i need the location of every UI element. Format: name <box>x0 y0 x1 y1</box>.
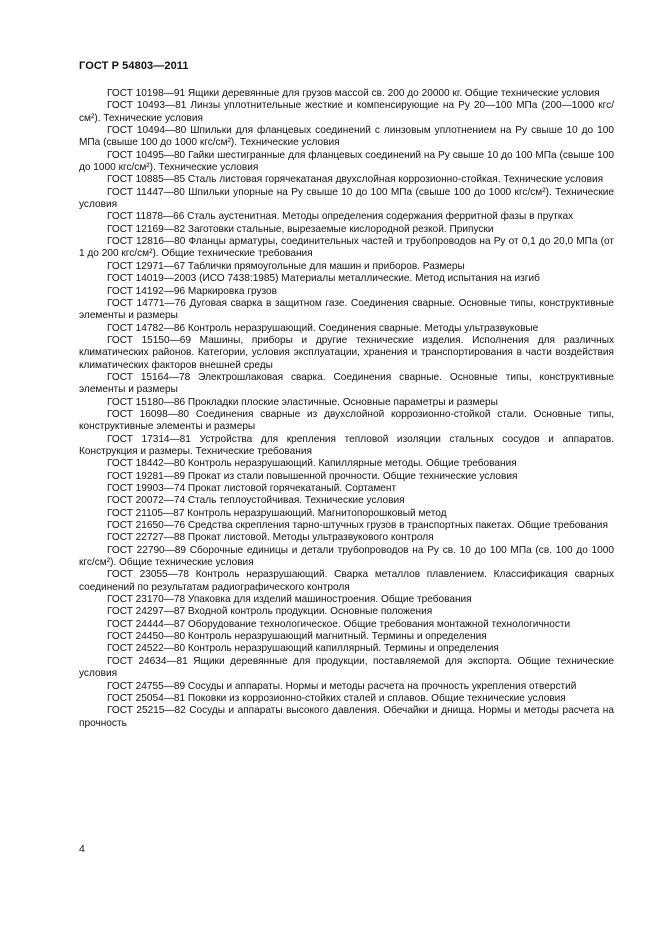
reference-entry: ГОСТ 17314—81 Устройства для крепления тепловой изоляции стальных сосудов и аппаратов. Конструкция и размеры. Технические требования <box>79 433 614 457</box>
reference-entry: ГОСТ 24444—87 Оборудование технологическое. Общие требования монтажной технологичности <box>107 618 571 630</box>
reference-entry: ГОСТ 19281—89 Прокат из стали повышенной прочности. Общие технические условия <box>107 470 518 482</box>
page-header-standard-code: ГОСТ Р 54803—2011 <box>79 60 189 72</box>
reference-entry: ГОСТ 24297—87 Входной контроль продукции. Основные положения <box>107 606 433 618</box>
reference-entry: ГОСТ 19903—74 Прокат листовой горячекатаный. Сортамент <box>107 483 397 494</box>
reference-entry: ГОСТ 15150—69 Машины, приборы и другие технические изделия. Исполнения для различных климатических районов. Категории, условия эксплуатации, хранения и транспортирования в части воздействия климатических факторов внешней среды <box>79 334 614 371</box>
reference-entry: ГОСТ 22790—89 Сборочные единицы и детали трубопроводов на Pу св. 10 до 100 МПа (св. 100 до 1000 кгс/см²). Общие технические условия <box>79 544 614 569</box>
reference-entry: ГОСТ 24634—81 Ящики деревянные для продукции, поставляемой для экспорта. Общие технические условия <box>79 655 614 680</box>
reference-entry: ГОСТ 21650—76 Средства скрепления тарно-штучных грузов в транспортных пакетах. Общие требования <box>107 520 608 532</box>
reference-entry: ГОСТ 14782—86 Контроль неразрушающий. Соединения сварные. Методы ультразвуковые <box>107 322 539 334</box>
reference-entry: ГОСТ 10198—91 Ящики деревянные для грузов массой св. 200 до 20000 кг. Общие технические условия <box>107 88 600 99</box>
reference-entry: ГОСТ 25054—81 Поковки из коррозионно-стойких сталей и сплавов. Общие технические условия <box>107 692 566 704</box>
reference-entry: ГОСТ 21105—87 Контроль неразрушающий. Магнитопорошковый метод <box>107 507 447 519</box>
reference-entry: ГОСТ 12971—67 Таблички прямоугольные для машин и приборов. Размеры <box>107 260 465 272</box>
reference-entry: ГОСТ 15164—78 Электрошлаковая сварка. Соединения сварные. Основные типы, конструктивные элементы и размеры <box>79 371 614 396</box>
reference-entry: ГОСТ 12169—82 Заготовки стальные, вырезаемые кислородной резкой. Припуски <box>107 223 494 235</box>
reference-entry: ГОСТ 24522—80 Контроль неразрушающий капиллярный. Термины и определения <box>107 643 499 655</box>
reference-entry: ГОСТ 10493—81 Линзы уплотнительные жесткие и компенсирующие на Pу 20—100 МПа (200—1000 кгс/см²). Технические условия <box>79 100 614 124</box>
page-number: 4 <box>79 843 85 855</box>
reference-entry: ГОСТ 23170—78 Упаковка для изделий машиностроения. Общие требования <box>107 594 472 606</box>
reference-entry: ГОСТ 24755—89 Сосуды и аппараты. Нормы и методы расчета на прочность укрепления отверстий <box>107 680 577 692</box>
reference-entry: ГОСТ 10495—80 Гайки шестигранные для фланцевых соединений на Pу свыше 10 до 100 МПа (свыше 100 до 1000 кгс/см²). Технические условия <box>79 149 614 174</box>
reference-entry: ГОСТ 24450—80 Контроль неразрушающий магнитный. Термины и определения <box>107 631 487 643</box>
reference-entry: ГОСТ 14192—96 Маркировка грузов <box>107 285 278 297</box>
normative-references-list <box>79 88 614 730</box>
reference-entry: ГОСТ 11878—66 Сталь аустенитная. Методы определения содержания ферритной фазы в прутках <box>107 211 574 223</box>
reference-entry: ГОСТ 14019—2003 (ИСО 7438:1985) Материалы металлические. Метод испытания на изгиб <box>107 273 540 285</box>
reference-entry: ГОСТ 10885—85 Сталь листовая горячекатаная двухслойная коррозионно-стойкая. Технические условия <box>107 174 604 186</box>
reference-entry: ГОСТ 10494—80 Шпильки для фланцевых соединений с линзовым уплотнением на Pу свыше 10 до 100 МПа (свыше 100 до 1000 кгс/см²). Технические условия <box>79 125 614 149</box>
reference-entry: ГОСТ 18442—80 Контроль неразрушающий. Капиллярные методы. Общие требования <box>107 458 517 470</box>
reference-entry: ГОСТ 12816—80 Фланцы арматуры, соединительных частей и трубопроводов на Pу от 0,1 до 20,0 МПа (от 1 до 200 кгс/см²). Общие технические требования <box>79 236 614 260</box>
reference-entry: ГОСТ 20072—74 Сталь теплоустойчивая. Технические условия <box>107 495 405 507</box>
reference-entry: ГОСТ 25215—82 Сосуды и аппараты высокого давления. Обечайки и днища. Нормы и методы расчета на прочность <box>79 705 614 729</box>
reference-entry: ГОСТ 16098—80 Соединения сварные из двухслойной коррозионно-стойкой стали. Основные типы, конструктивные элементы и размеры <box>79 408 614 433</box>
reference-entry: ГОСТ 23055—78 Контроль неразрушающий. Сварка металлов плавлением. Классификация сварных соединений по результатам радиографического контроля <box>79 569 614 593</box>
reference-entry: ГОСТ 15180—86 Прокладки плоские эластичные. Основные параметры и размеры <box>107 396 498 408</box>
reference-entry: ГОСТ 11447—80 Шпильки упорные на Pу свыше 10 до 100 МПа (свыше 100 до 1000 кгс/см²). Технические условия <box>79 186 614 211</box>
reference-entry: ГОСТ 22727—88 Прокат листовой. Методы ультразвукового контроля <box>107 532 434 544</box>
reference-entry: ГОСТ 14771—76 Дуговая сварка в защитном газе. Соединения сварные. Основные типы, конструктивные элементы и размеры <box>79 297 614 322</box>
